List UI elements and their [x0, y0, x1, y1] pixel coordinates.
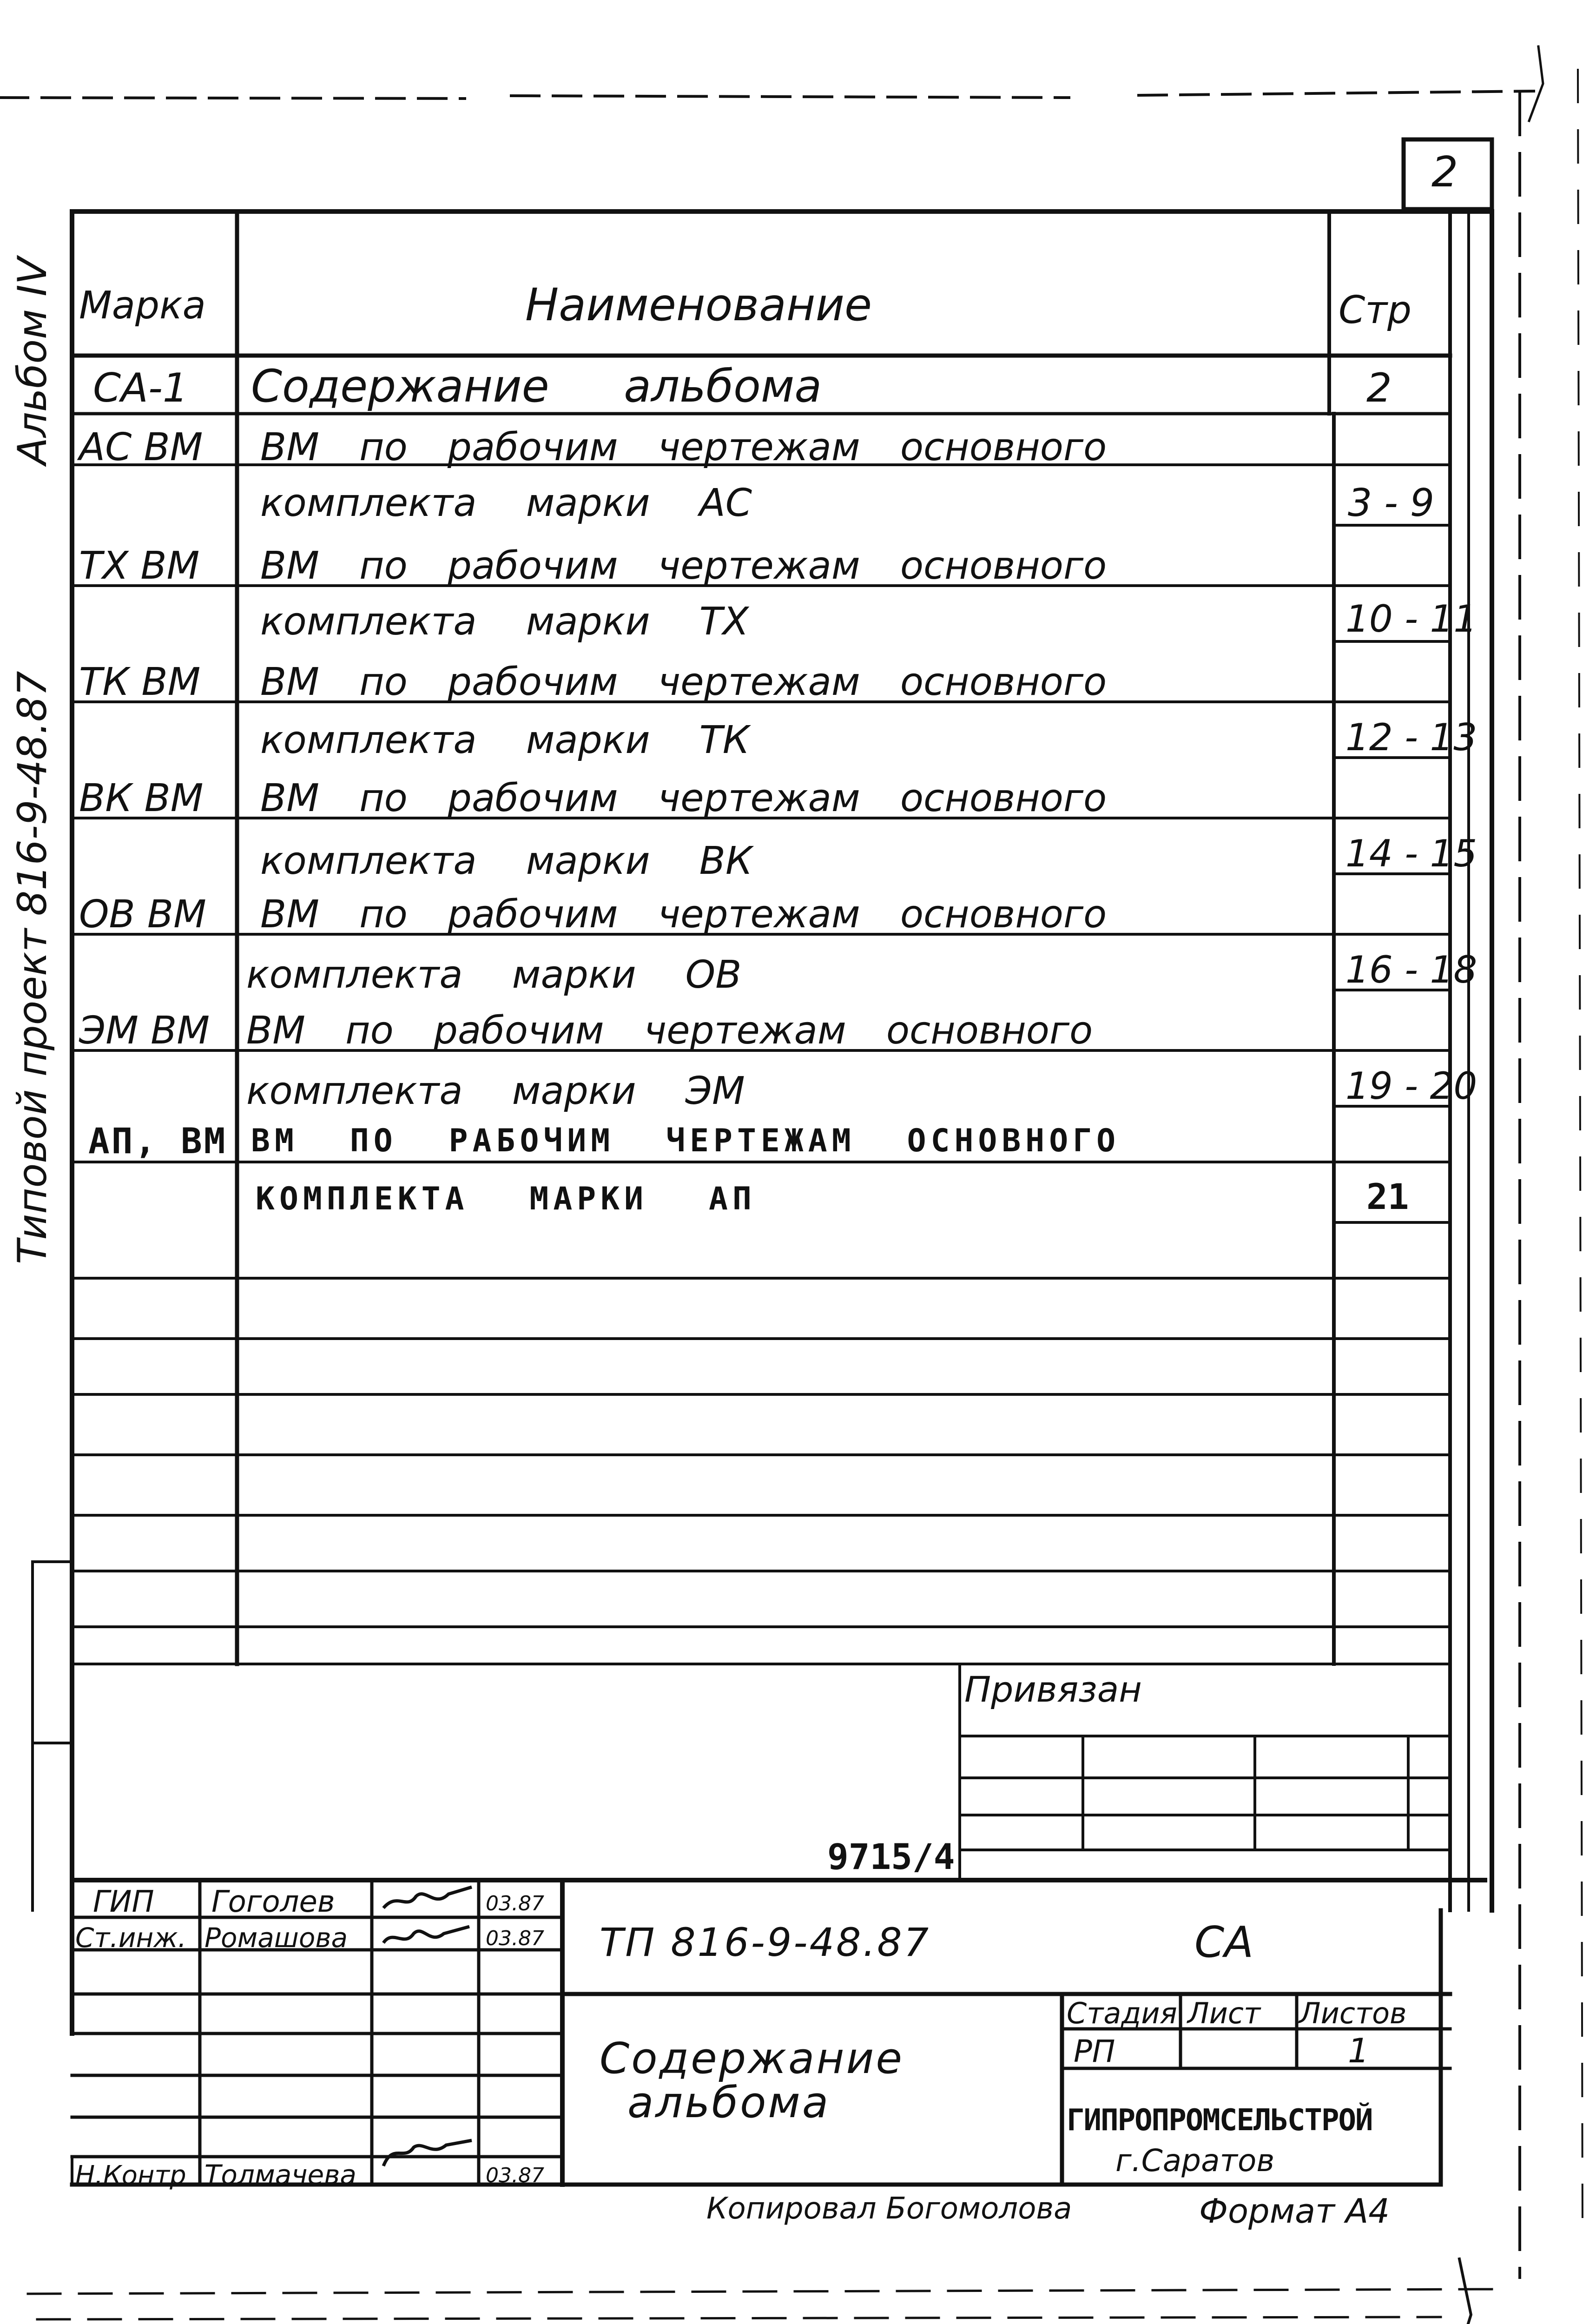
table-row-name-cont: КОМПЛЕКТА МАРКИ АП [256, 1181, 756, 1217]
table-row-name: ВМ по рабочим чертежам основного [260, 425, 1107, 469]
stage-label: Стадия [1067, 1996, 1177, 2030]
role-senior-engineer: Ст.инж. [75, 1922, 187, 1954]
date-gip: 03.87 [486, 1892, 544, 1915]
name-senior-engineer: Ромашова [204, 1922, 348, 1954]
table-row-name: ВМ по рабочим чертежам основного [260, 660, 1107, 704]
table-row-mark: СА-1 [93, 365, 188, 411]
stage-value: РП [1074, 2034, 1115, 2069]
title-line-2: альбома [627, 2078, 831, 2127]
table-row-name-cont: комплекта марки ВК [260, 839, 753, 883]
name-gip: Гоголев [211, 1885, 335, 1919]
album-side-label: Альбом IV [9, 257, 56, 465]
signatures [379, 1882, 476, 2171]
table-row-page: 10 - 11 [1345, 597, 1477, 640]
role-norm-control: Н.Контр [75, 2160, 186, 2191]
table-row-name: ВМ по рабочим чертежам основного [246, 1009, 1093, 1053]
table-row-mark: ВК ВМ [79, 776, 204, 820]
project-side-label: Типовой проект 816-9-48.87 [9, 671, 56, 1264]
table-row-mark: ТК ВМ [79, 660, 201, 704]
table-row-mark: АП, ВМ [88, 1120, 227, 1162]
table-row-page: 19 - 20 [1345, 1064, 1477, 1108]
table-row-name: ВМ ПО РАБОЧИМ ЧЕРТЕЖАМ ОСНОВНОГО [251, 1122, 1121, 1159]
table-row-mark: ТХ ВМ [79, 544, 200, 588]
date-senior-engineer: 03.87 [486, 1927, 544, 1950]
role-gip: ГИП [93, 1885, 154, 1919]
table-row-page: 2 [1366, 365, 1392, 411]
table-row-name: ВМ по рабочим чертежам основного [260, 544, 1107, 588]
title-line-1: Содержание [600, 2034, 904, 2083]
designation: ТП 816-9-48.87 [600, 1920, 931, 1965]
table-row-name: Содержание альбома [251, 360, 822, 412]
organization-city: г.Саратов [1115, 2143, 1275, 2179]
sheets-label: Листов [1299, 1996, 1407, 2030]
header-page: Стр [1339, 288, 1412, 332]
table-row-name-cont: комплекта марки ТК [260, 718, 750, 762]
table-row-mark: АС ВМ [79, 425, 203, 469]
table-row-page: 14 - 15 [1345, 832, 1477, 875]
copied-by: Копировал Богомолова [706, 2192, 1072, 2226]
table-row-page: 12 - 13 [1345, 716, 1477, 759]
table-row-name-cont: комплекта марки ОВ [246, 953, 742, 997]
table-row-page: 3 - 9 [1348, 481, 1435, 525]
table-row-page: 21 [1366, 1176, 1409, 1217]
signature-senior-engineer [383, 1927, 469, 1943]
table-row-name-cont: комплекта марки АС [260, 481, 752, 525]
signature-gip [383, 1887, 472, 1908]
table-row-name-cont: комплекта марки ЭМ [246, 1069, 745, 1113]
organization-name: ГИПРОПРОМСЕЛЬСТРОЙ [1067, 2103, 1372, 2138]
table-row-name: ВМ по рабочим чертежам основного [260, 892, 1107, 937]
name-norm-control: Толмачева [204, 2159, 356, 2191]
header-name: Наименование [525, 279, 872, 331]
table-row-page: 16 - 18 [1345, 948, 1477, 991]
sheets-value: 1 [1348, 2031, 1369, 2070]
header-mark: Марка [79, 284, 206, 328]
table-row-name-cont: комплекта марки ТХ [260, 600, 749, 644]
table-row-mark: ЭМ ВМ [79, 1009, 210, 1053]
table-row-mark: ОВ ВМ [79, 892, 206, 937]
document-code: СА [1194, 1917, 1254, 1967]
signature-norm-control [383, 2140, 472, 2166]
sheet-number: 2 [1431, 148, 1458, 197]
binding-label: Привязан [964, 1669, 1142, 1710]
paper-format: Формат А4 [1199, 2192, 1390, 2231]
inventory-number: 9715/4 [827, 1836, 955, 1877]
table-row-name: ВМ по рабочим чертежам основного [260, 776, 1107, 820]
date-norm-control: 03.87 [486, 2164, 544, 2187]
sheet-label: Лист [1187, 1996, 1261, 2030]
